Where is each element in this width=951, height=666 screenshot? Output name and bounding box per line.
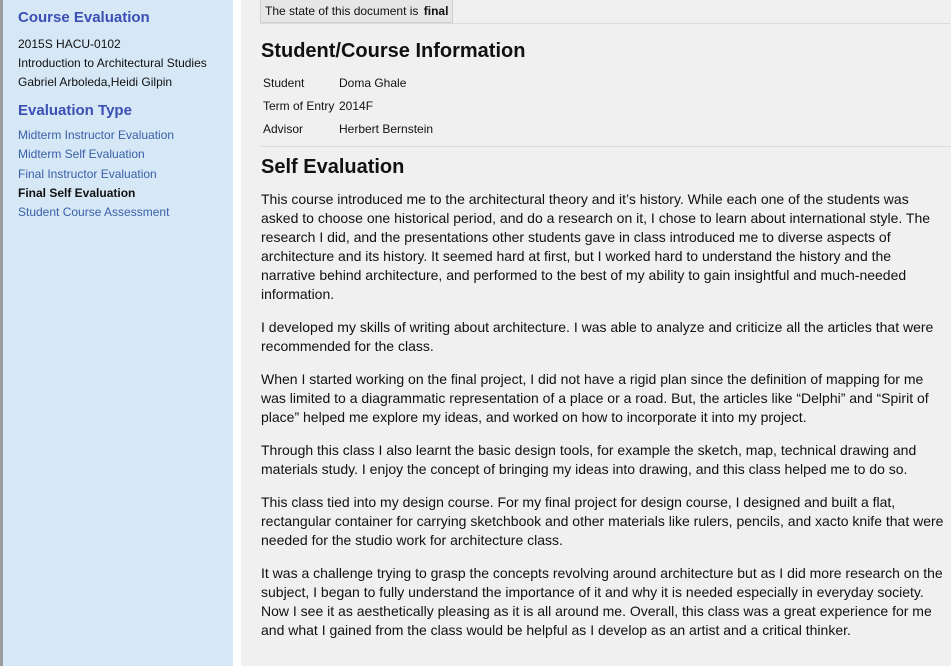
essay-paragraph: It was a challenge trying to grasp the concepts revolving around architecture but as I did more research on the subject, I began to fully understand the importance of it and why it is needed especially in everyday society. Now I see it as aesthetically pleasing as it is all around me. Overall, this class was a great experience for me and what I gained from the class would be helpful as I develop as an artist and a critical thinker. xyxy=(261,565,943,638)
eval-link-midterm-instructor[interactable]: Midterm Instructor Evaluation xyxy=(18,128,175,142)
info-row-advisor xyxy=(263,117,433,140)
essay-paragraph: This class tied into my design course. For my final project for design course, I designed and built a flat, rectangular container for carrying sketchbook and other materials like rulers, pencils, and xacto knife that were needed for the studio work for architecture class. xyxy=(261,494,944,548)
eval-link-student-course-assessment[interactable]: Student Course Assessment xyxy=(18,205,170,220)
eval-link-final-self: Final Self Evaluation xyxy=(18,185,136,200)
course-code: 2015S HACU-0102 xyxy=(18,37,121,51)
self-evaluation-heading: Self Evaluation xyxy=(261,156,405,178)
essay-paragraph: This course introduced me to the architectural theory and it’s history. While each one of the students was asked to choose one historical period, and do a research on it, I chose to learn about international style. The research I did, and the presentations other students gave in class introduced me to diverse aspects of architecture and its history. It seemed hard at first, but I worked hard to understand the history and the narrative behind architecture, and performed to the best of my ability to gain insightful and much-needed information. xyxy=(261,191,931,302)
info-label: Term of Entry xyxy=(263,98,335,113)
document-state-bar xyxy=(260,0,950,24)
document-state-value: final xyxy=(423,4,449,18)
column-gutter xyxy=(233,0,241,666)
info-value: Doma Ghale xyxy=(339,75,407,90)
self-evaluation-text xyxy=(261,190,945,654)
section-divider xyxy=(261,146,951,147)
course-title: Introduction to Architectural Studies xyxy=(18,56,207,70)
info-row-term-of-entry xyxy=(263,94,433,117)
course-info xyxy=(18,35,233,92)
student-info-table xyxy=(263,71,433,140)
info-label: Advisor xyxy=(263,121,304,136)
essay-paragraph: When I started working on the final project, I did not have a rigid plan since the definition of mapping for me was limited to a diagrammatic representation of a place or a road. But, the articles like “Delphi” and “Spirit of place” helped me explore my ideas, and worked on how to incorporate it into my project. xyxy=(261,371,929,425)
main-content xyxy=(241,0,951,666)
document-state-box xyxy=(260,0,453,23)
student-info-heading: Student/Course Information xyxy=(261,40,526,62)
info-value: Herbert Bernstein xyxy=(339,121,434,136)
sidebar xyxy=(3,0,233,666)
document-state-label: The state of this document is xyxy=(265,4,419,18)
essay-paragraph: Through this class I also learnt the basic design tools, for example the sketch, map, technical drawing and materials study. I enjoy the concept of bringing my ideas into drawing, and this class helped me to do so. xyxy=(261,442,917,477)
evaluation-type-list xyxy=(18,126,233,222)
course-instructors: Gabriel Arboleda,Heidi Gilpin xyxy=(18,75,173,89)
eval-link-final-instructor[interactable]: Final Instructor Evaluation xyxy=(18,166,157,181)
info-row-student xyxy=(263,71,433,94)
info-label: Student xyxy=(263,75,305,90)
course-evaluation-heading: Course Evaluation xyxy=(18,9,150,26)
eval-link-midterm-self[interactable]: Midterm Self Evaluation xyxy=(18,147,145,162)
evaluation-type-heading: Evaluation Type xyxy=(18,102,132,119)
essay-paragraph: I developed my skills of writing about architecture. I was able to analyze and criticize all the articles that were recommended for the class. xyxy=(261,319,934,354)
info-value: 2014F xyxy=(339,98,374,113)
